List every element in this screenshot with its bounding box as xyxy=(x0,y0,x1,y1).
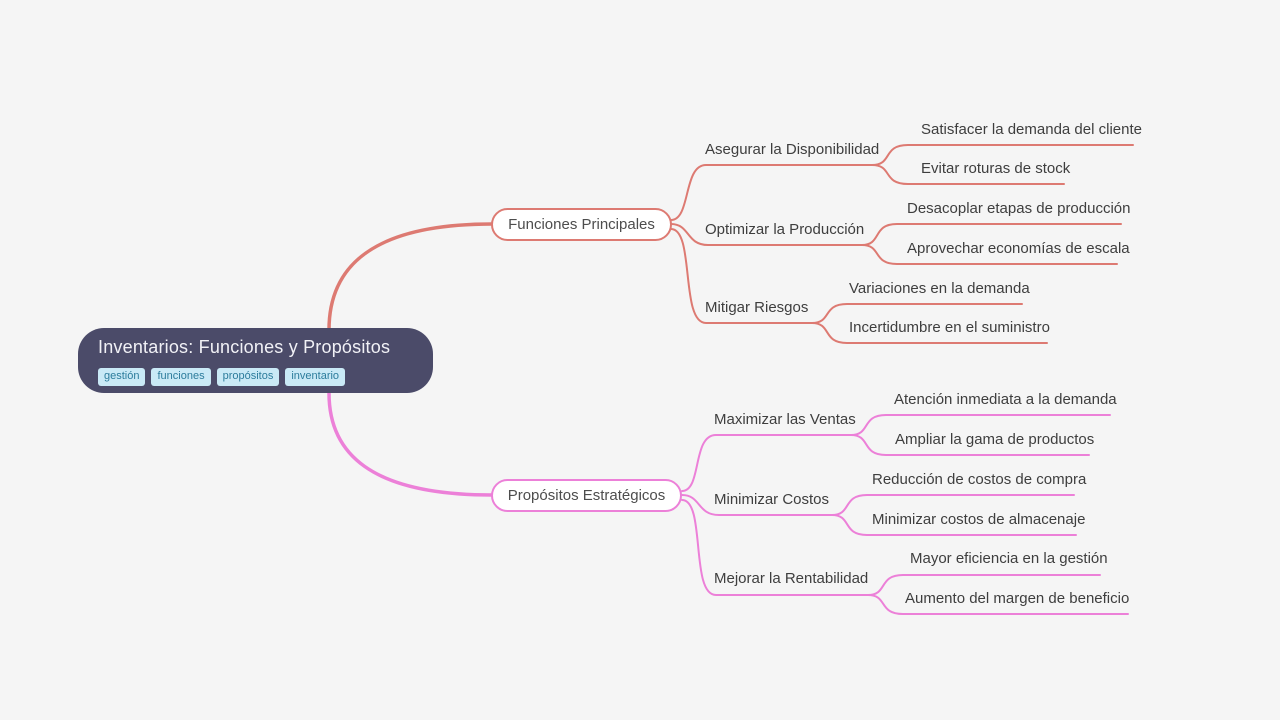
node-label-aprovechar-economias[interactable]: Aprovechar economías de escala xyxy=(907,240,1130,257)
node-label-maximizar-las-ventas[interactable]: Maximizar las Ventas xyxy=(714,411,856,428)
node-label-evitar-roturas[interactable]: Evitar roturas de stock xyxy=(921,160,1071,177)
root-branch-curve-propositos xyxy=(329,393,492,495)
node-label-mayor-eficiencia[interactable]: Mayor eficiencia en la gestión xyxy=(910,550,1108,567)
node-label-minimizar-costos[interactable]: Minimizar Costos xyxy=(714,491,830,508)
node-label-mejorar-la-rentabilidad[interactable]: Mejorar la Rentabilidad xyxy=(714,570,869,587)
branch-node-funciones-principales[interactable]: Funciones Principales xyxy=(491,208,672,241)
node-label-variaciones-demanda[interactable]: Variaciones en la demanda xyxy=(849,280,1030,297)
branch-node-propositos-estrategicos[interactable]: Propósitos Estratégicos xyxy=(491,479,682,512)
node-label-optimizar-la-produccion[interactable]: Optimizar la Producción xyxy=(705,221,865,238)
root-branch-curve-funciones xyxy=(329,224,492,330)
root-tag-gestion: gestión xyxy=(98,368,145,386)
node-label-atencion-inmediata[interactable]: Atención inmediata a la demanda xyxy=(894,391,1117,408)
node-label-desacoplar-etapas[interactable]: Desacoplar etapas de producción xyxy=(907,200,1131,217)
node-label-aumento-margen[interactable]: Aumento del margen de beneficio xyxy=(905,590,1130,607)
root-tag-propositos: propósitos xyxy=(217,368,280,386)
node-label-incertidumbre-suministro[interactable]: Incertidumbre en el suministro xyxy=(849,319,1050,336)
root-tag-inventario: inventario xyxy=(285,368,345,386)
node-label-ampliar-gama[interactable]: Ampliar la gama de productos xyxy=(895,431,1095,448)
node-label-minimizar-costos-almacenaje[interactable]: Minimizar costos de almacenaje xyxy=(872,511,1086,528)
underline-asegurar xyxy=(671,165,872,220)
node-label-reduccion-costos-compra[interactable]: Reducción de costos de compra xyxy=(872,471,1087,488)
node-label-satisfacer-demanda[interactable]: Satisfacer la demanda del cliente xyxy=(921,121,1142,138)
node-label-mitigar-riesgos[interactable]: Mitigar Riesgos xyxy=(705,299,809,316)
root-node[interactable] xyxy=(78,328,433,393)
root-tag-funciones: funciones xyxy=(151,368,210,386)
root-tag-row xyxy=(98,368,345,386)
underline-maximizar xyxy=(682,435,851,491)
root-title: Inventarios: Funciones y Propósitos xyxy=(98,337,391,357)
node-label-asegurar-la-disponibilidad[interactable]: Asegurar la Disponibilidad xyxy=(705,141,880,158)
